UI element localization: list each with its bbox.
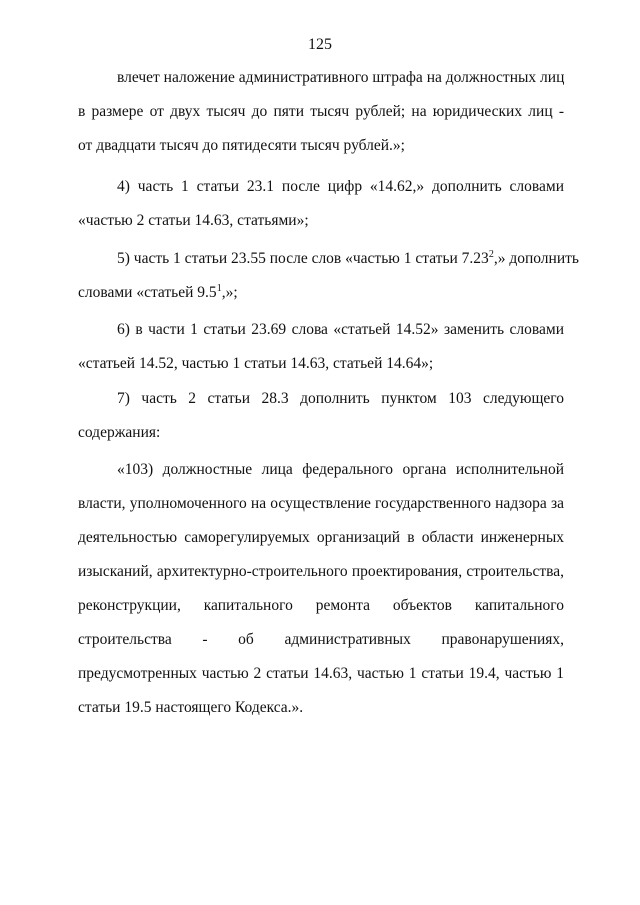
text-segment: ,»; — [221, 284, 238, 301]
text-line-17: строительства - об административных правонарушениях, — [78, 631, 564, 648]
superscript: 2 — [488, 248, 494, 260]
text-line-7 — [78, 283, 564, 303]
text-line-4: 4) часть 1 статьи 23.1 после цифр «14.62,» дополнить словами — [117, 178, 564, 195]
text-line-10: 7) часть 2 статьи 28.3 дополнить пунктом 103 следующего — [117, 390, 564, 407]
text-line-1: влечет наложение административного штрафа на должностных лиц — [117, 69, 565, 86]
text-segment: словами «статьей 9.5 — [78, 284, 217, 301]
text-line-3: от двадцати тысяч до пятидесяти тысяч рублей.»; — [78, 137, 405, 154]
text-line-15: изысканий, архитектурно-строительного проектирования, строительства, — [78, 563, 564, 580]
text-line-13: власти, уполномоченного на осуществление государственного надзора за — [78, 495, 564, 512]
text-line-8: 6) в части 1 статьи 23.69 слова «статьей 14.52» заменить словами — [117, 321, 564, 338]
text-segment: 5) часть 1 статьи 23.55 после слов «частью 1 статьи 7.23 — [117, 250, 489, 267]
text-line-5: «частью 2 статьи 14.63, статьями»; — [78, 212, 309, 229]
text-line-12: «103) должностные лица федерального органа исполнительной — [117, 461, 564, 478]
text-segment: ,» дополнить — [493, 250, 579, 267]
text-line-14: деятельностью саморегулируемых организаций в области инженерных — [78, 529, 564, 546]
text-line-6 — [117, 248, 579, 269]
text-line-19: статьи 19.5 настоящего Кодекса.». — [78, 699, 304, 716]
text-line-9: «статьей 14.52, частью 1 статьи 14.63, статьей 14.64»; — [78, 355, 434, 372]
text-line-11: содержания: — [78, 424, 161, 441]
page-number: 125 — [308, 36, 332, 53]
text-line-16: реконструкции, капитального ремонта объектов капитального — [78, 597, 564, 614]
text-line-18: предусмотренных частью 2 статьи 14.63, частью 1 статьи 19.4, частью 1 — [78, 665, 564, 682]
text-line-2: в размере от двух тысяч до пяти тысяч рублей; на юридических лиц - — [78, 103, 564, 120]
superscript: 1 — [216, 282, 222, 294]
